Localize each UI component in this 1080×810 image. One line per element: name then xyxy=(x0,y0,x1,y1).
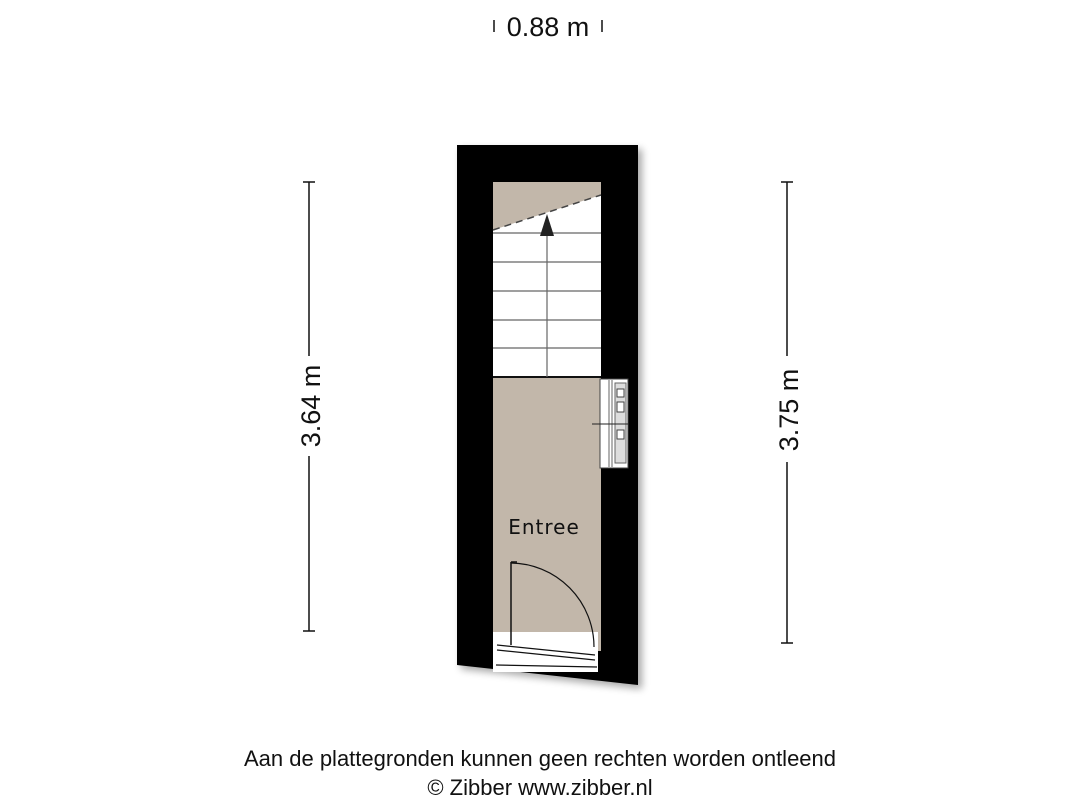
dimension-right-height xyxy=(774,182,804,643)
dimension-left-height-label: 3.64 m xyxy=(296,364,326,448)
room-label-entree: Entree xyxy=(508,515,580,539)
dimension-top-width-label: 0.88 m xyxy=(506,12,590,42)
dimension-left-height xyxy=(296,182,326,631)
disclaimer-text: Aan de plattegronden kunnen geen rechten worden ontleend xyxy=(243,746,837,771)
copyright-text: © Zibber www.zibber.nl xyxy=(427,775,653,800)
dimension-top-width xyxy=(494,12,602,42)
dimension-right-height-label: 3.75 m xyxy=(774,368,804,452)
